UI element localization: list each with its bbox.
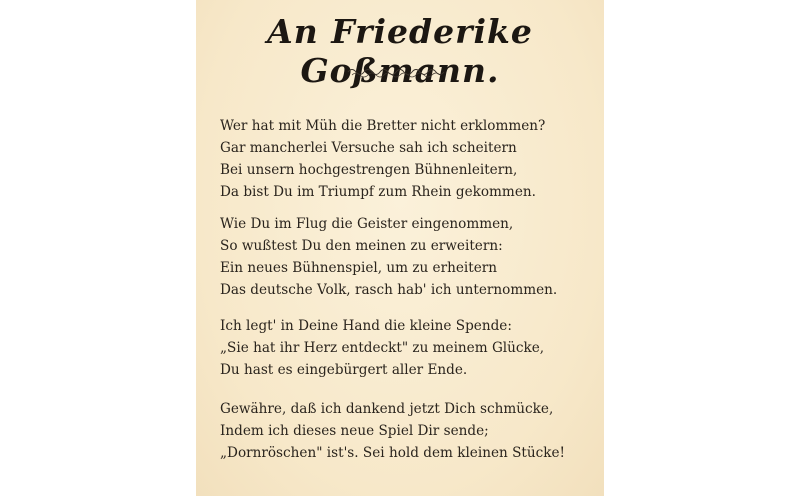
stanza-2 — [220, 213, 592, 301]
poem-title: An Friederike Goßmann. — [267, 12, 533, 90]
poem-line: Wie Du im Flug die Geister eingenommen, — [220, 216, 514, 232]
poem-line: Ich legt' in Deine Hand die kleine Spende: — [220, 318, 512, 334]
poem-line: Ein neues Bühnenspiel, um zu erheitern — [220, 260, 498, 276]
poem-line: „Sie hat ihr Herz entdeckt" zu meinem Glücke, — [220, 340, 545, 356]
poem-line: Da bist Du im Triumpf zum Rhein gekommen. — [220, 184, 536, 200]
book-page — [196, 0, 604, 496]
poem-line: „Dornröschen" ist's. Sei hold dem kleinen Stücke! — [220, 445, 565, 461]
stanza-3 — [220, 315, 592, 381]
divider-ornament — [346, 66, 446, 78]
poem-line: So wußtest Du den meinen zu erweitern: — [220, 238, 503, 254]
poem-line: Indem ich dieses neue Spiel Dir sende; — [220, 423, 489, 439]
poem-line: Bei unsern hochgestrengen Bühnenleitern, — [220, 162, 518, 178]
poem-line: Du hast es eingebürgert aller Ende. — [220, 362, 468, 378]
stanza-1 — [220, 115, 592, 203]
stanza-4 — [220, 398, 592, 464]
poem-line: Gewähre, daß ich dankend jetzt Dich schmücke, — [220, 401, 554, 417]
poem-line: Gar mancherlei Versuche sah ich scheitern — [220, 140, 517, 156]
poem-line: Wer hat mit Müh die Bretter nicht erklommen? — [220, 118, 546, 134]
poem-line: Das deutsche Volk, rasch hab' ich unternommen. — [220, 282, 558, 298]
